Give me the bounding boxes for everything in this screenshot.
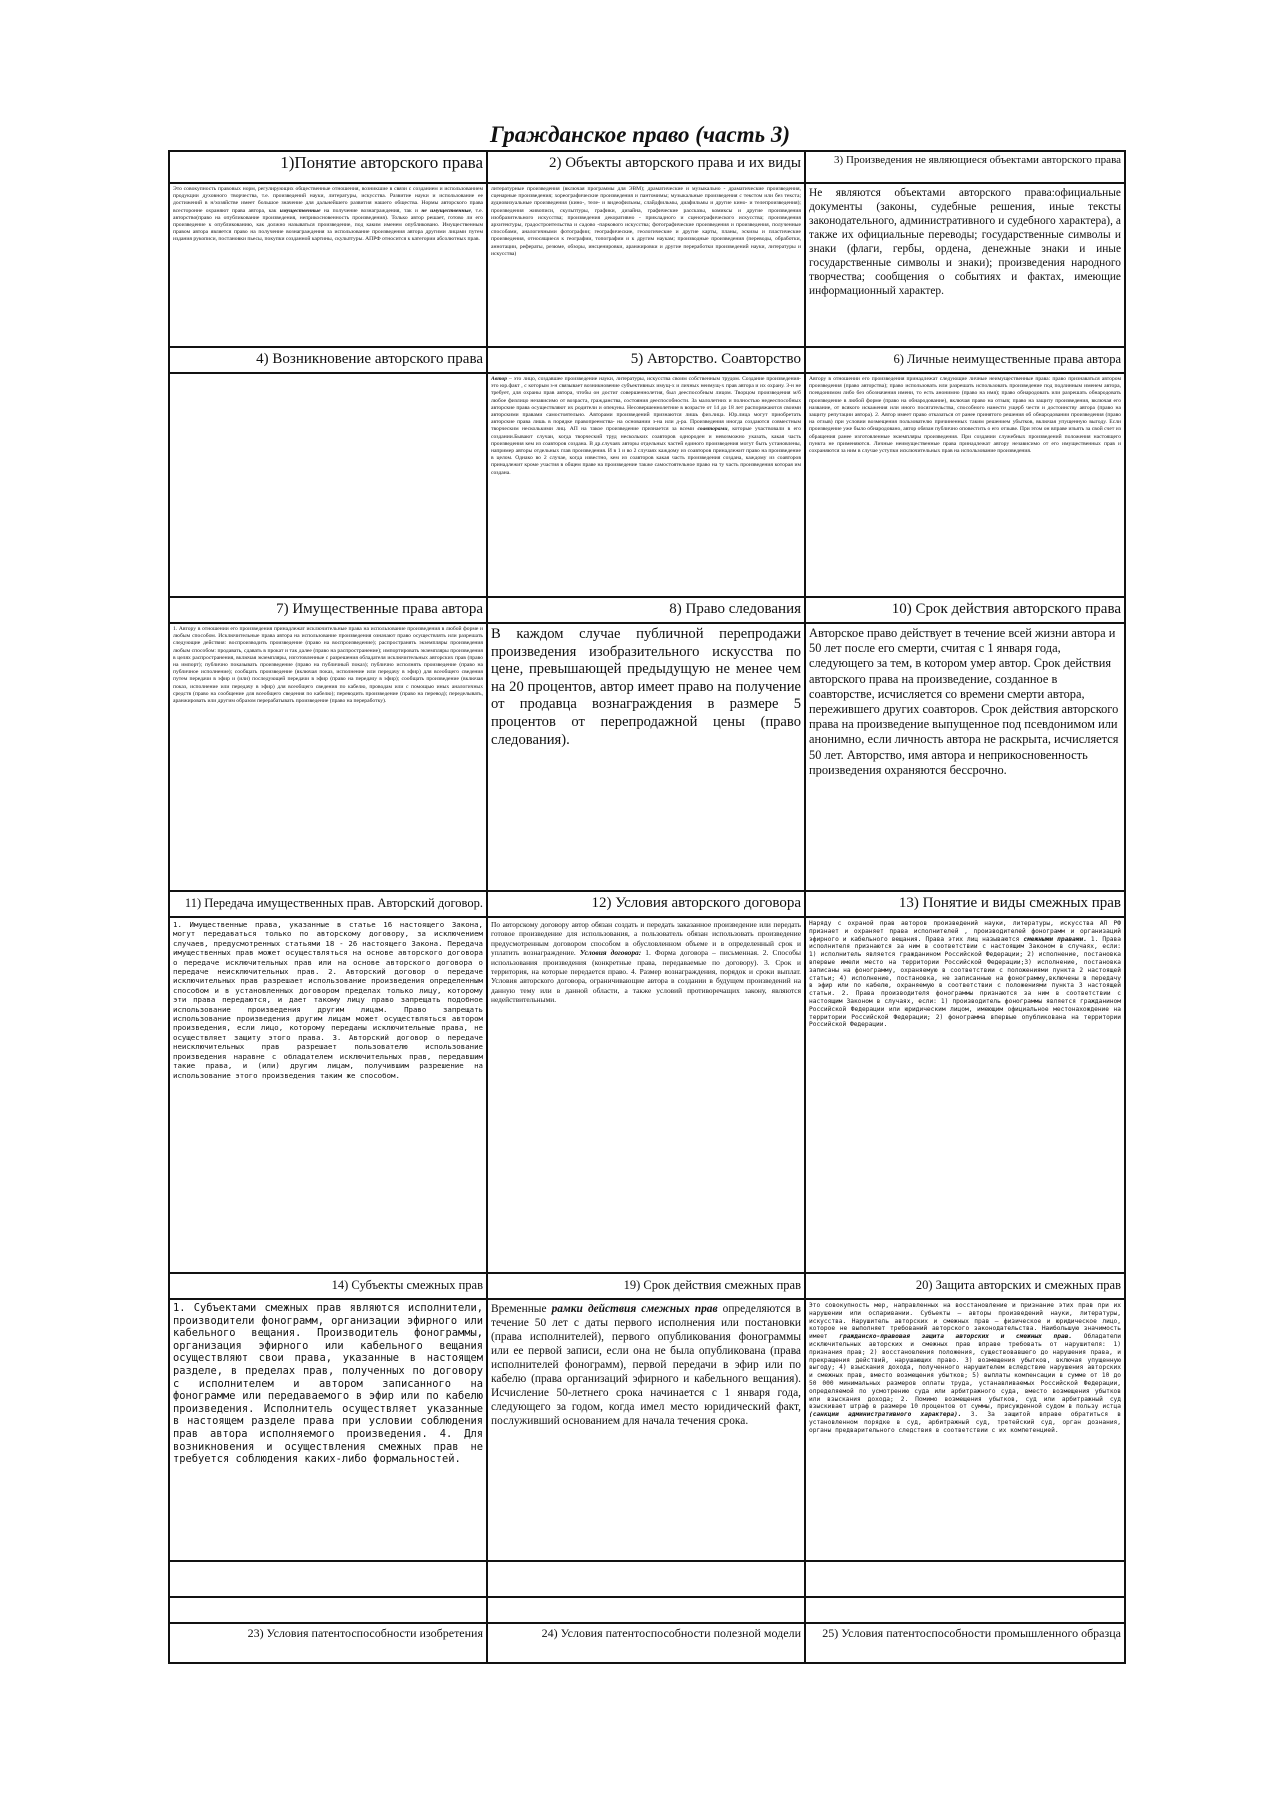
- cell-body-1: Это совокупность правовых норм, регулирующих общественные отношения, возникшие в связи с созданием и использованием продукции духовного творчества, т.е. произведений науки, литературы, искусства. Развитие науки и использование ее достижений в н/хозяйстве имеет большое значение для дальнейшего развития нашего общества. Нормы авторского права всесторонне охраняют права автора, как имущественные на получение вознаграждения, так и не имущественные, т.е. авторство(право на опубликование произведения, неприкосновенность произведения). Только автор решает, готово ли его произведение к опубликованию, как должно называться произведение, под каким именем опубликовано. Имущественным правом автора является право на получение вознаграждения за использование произведения автора другими лицами путем издания рукописи, постановки пьесы, покупки созданной картины, скульптуры. АПРФ относится к категории абсолютных прав.: [169, 183, 487, 347]
- cell-header-10: 10) Срок действия авторского права: [805, 597, 1125, 623]
- cell-header-5: 5) Авторство. Соавторство: [487, 347, 805, 373]
- cell-body-14: 1. Субъектами смежных прав являются исполнители, производители фонограмм, организации эфирного или кабельного вещания. Производитель фонограммы, организация эфирного или кабельного вещания осуществляют свои права, указанные в настоящем разделе, в пределах прав, полученных по договору с исполнителем и автором записанного на фонограмме или передаваемого в эфир или по кабелю произведения. Исполнитель осуществляет указанные в настоящем разделе права при условии соблюдения прав автора исполняемого произведения. 4. Для возникновения и осуществления смежных прав не требуется соблюдения каких-либо формальностей.: [169, 1299, 487, 1561]
- cell-body-13: Наряду с охраной прав авторов произведений науки, литературы, искусства АП РФ признает и охраняет права исполнителей , производителей фонограмм и организаций эфирного и кабельного вещания. Права этих лиц называются смежными правами. 1. Права исполнителя признаются за ним в соответствии с настоящим Законом в случаях, если: 1) исполнитель является гражданином Российской Федерации; 2) исполнение, постановка впервые имели место на территории Российской Федерации;3) исполнение, постановка записаны на фонограмму, охраняемую в соответствии с положениями пункта 2 настоящей статьи; 4) исполнение, постановка, не записанные на фонограмму,включены в передачу в эфир или по кабелю, охраняемую в соответствии с положениями пункта 3 настоящей статьи. 2. Права производителя фонограммы признаются за ним в соответствии с настоящим Законом в случаях, если: 1) производитель фонограммы является гражданином Российской Федерации или юридическим лицом, имеющим официальное местонахождение на территории Российской Федерации; 2) фонограмма впервые опубликована на территории Российской Федерации.: [805, 917, 1125, 1273]
- cell-header-24: 24) Условия патентоспособности полезной модели: [487, 1623, 805, 1663]
- cell-header-1: 1)Понятие авторского права: [169, 151, 487, 183]
- empty-cell: [169, 1597, 487, 1623]
- cell-body-8: В каждом случае публичной перепродажи произведения изобразительного искусства по цене, превышающей предыдущую не менее чем на 20 процентов, автор имеет право на получение от продавца вознаграждения в размере 5 процентов от перепродажной цены (право следования).: [487, 623, 805, 891]
- cell-body-19: Временные рамки действия смежных прав определяются в течение 50 лет с даты первого исполнения или постановки (права исполнителей), первого опубликования фонограммы или ее первой записи, если она не была опубликована (права исполнителей фонограмм), первой передачи в эфир или по кабелю (права организаций эфирного и кабельного вещания). Исчисление 50-летнего срока начинается с 1 января года, следующего за годом, когда имел место юридический факт, послуживший основанием для начала течения срока.: [487, 1299, 805, 1561]
- cell-header-2: 2) Объекты авторского права и их виды: [487, 151, 805, 183]
- cell-body-5: Автор – это лицо, создавшее произведение науки, литературы, искусства своим собственным трудом. Создание произведения-это юр.факт , с которым з-н связывает возникновение субъективных имущ-х и личных неимущ-х прав автора и их охрану. З-н не требует, для охраны прав автора, чтобы он достиг совершеннолетия, был дееспособным лицом. Творцом произведения м/б любое физлицо независимо от возраста, гражданства, состояния дееспособности. За малолетних и полностью недееспособных авторские права осуществляют их родители и опекуны. Несовершеннолетние в возрасте от 14 до 18 лет распоряжаются своими авторскими правами самостоятельно. Авторами произведений признаются лишь физ.лица. Юр.лица могут приобретать авторские права лишь в порядке правопреемства- на основании з-на или д-ра. Произведения иногда создаются совместным творческим несколькими лиц. АП на такое произведение признается за всеми соавторами, которые участвовали в его создании.Бывают случаи, когда творческий труд нескольких соавторов однороден и невозможно указать, какая часть произведения кем из соавторов создана. В др.случаях авторы отдельных частей единого произведения могут быть установлены, например авторы отдельных глав произведения. И в 1 и во 2 случаях каждому из соавторов принадлежит право на произведение в целом. Однако во 2 случае, когда известно, кем из соавторов какая часть произведения создана, каждому из соавторов принадлежит кроме участия в общем праве на произведение также самостоятельное право на ту часть произведения которая им создана.: [487, 373, 805, 597]
- cell-body-7: 1. Автору в отношении его произведения принадлежат исключительные права на использование произведения в любой форме и любым способом. Исключительные права автора на использование произведения означают право осуществлять или разрешать следующие действия: воспроизводить произведение (право на воспроизведение); распространять экземпляры произведения любым способом: продавать, сдавать в прокат и так далее (право на распространение); импортировать экземпляры произведения в целях распространения, включая экземпляры, изготовленные с разрешения обладателя исключительных авторских прав (право на импорт); публично показывать произведение (право на публичный показ); публично исполнять произведение (право на публичное исполнение); сообщать произведение (включая показ, исполнение или передачу в эфир) для всеобщего сведения путем передачи в эфир и (или) последующей передачи в эфир (право на передачу в эфир); сообщать произведение (включая показ, исполнение или передачу в эфир) для всеобщего сведения по кабелю, проводам или с помощью иных аналогичных средств (право на сообщение для всеобщего сведения по кабелю); переводить произведение (право на перевод); переделывать, аранжировать или другим образом перерабатывать произведение (право на переработку).: [169, 623, 487, 891]
- cell-header-20: 20) Защита авторских и смежных прав: [805, 1273, 1125, 1299]
- empty-cell: [169, 1561, 487, 1597]
- cell-header-25: 25) Условия патентоспособности промышленного образца: [805, 1623, 1125, 1663]
- cell-body-2: литературные произведения (включая программы для ЭВМ); драматические и музыкально - драматические произведения, сценарные произведения; хореографические произведения и пантомимы; музыкальные произведения с текстом или без текста; аудиовизуальные произведения (кино-, теле- и видеофильмы, слайдфильмы, диафильмы и другие кино- и телепроизведения); произведения живописи, скульптуры, графики, дизайна, графические рассказы, комиксы и другие произведения изобразительного искусства; произведения декоративно - прикладного и сценографического искусства; произведения архитектуры, градостроительства и садово -паркового искусства; фотографические произведения и произведения, полученные способами, аналогичными фотографии; географические, геологические и другие карты, планы, эскизы и пластические произведения, относящиеся к географии, топографии и к другим наукам; производные произведения (переводы, обработки, аннотации, рефераты, резюме, обзоры, инсценировки, аранжировки и другие переработки произведений науки, литературы и искусства): [487, 183, 805, 347]
- summary-table: [168, 150, 1126, 1664]
- cell-header-11: 11) Передача имущественных прав. Авторский договор.: [169, 891, 487, 917]
- cell-header-23: 23) Условия патентоспособности изобретения: [169, 1623, 487, 1663]
- cell-header-6: 6) Личные неимущественные права автора: [805, 347, 1125, 373]
- cell-header-3: 3) Произведения не являющиеся объектами авторского права: [805, 151, 1125, 183]
- cell-header-13: 13) Понятие и виды смежных прав: [805, 891, 1125, 917]
- cell-header-19: 19) Срок действия смежных прав: [487, 1273, 805, 1299]
- cell-body-3: Не являются объектами авторского права:официальные документы (законы, судебные решения, иные тексты законодательного, административного и судебного характера), а также их официальные переводы; государственные символы и знаки (флаги, гербы, ордена, денежные знаки и иные государственные символы и знаки); произведения народного творчества; сообщения о событиях и фактах, имеющие информационный характер.: [805, 183, 1125, 347]
- cell-body-10: Авторское право действует в течение всей жизни автора и 50 лет после его смерти, считая с 1 января года, следующего за тем, в котором умер автор. Срок действия авторского права на произведение, созданное в соавторстве, исчисляется со времени смерти автора, пережившего других соавторов. Срок действия авторского права на произведение выпущенное под псевдонимом или анонимно, если личность автора не раскрыта, исчисляется 50 лет. Авторство, имя автора и неприкосновенность произведения охраняются бессрочно.: [805, 623, 1125, 891]
- cell-body-20: Это совокупность мер, направленных на восстановление и признание этих прав при их нарушении или оспаривании. Субъекты – авторы произведений науки, литературы, искусства. Нарушитель авторских и смежных прав – физическое и юридическое лицо, которое не выполняет требований авторского законодательства. Наибольшую значимость имеет гражданско-правовая защита авторских и смежных прав. Обладатели исключительных авторских и смежных прав вправе требовать от нарушителя: 1) признания прав; 2) восстановления положения, существовавшего до нарушения права, и прекращения действий, нарушающих право. 3) возмещения убытков, включая упущенную выгоду; 4) взыскания дохода, полученного нарушителем вследствие нарушения авторских и смежных прав, вместо возмещения убытков; 5) выплаты компенсации в сумме от 10 до 50 000 минимальных размеров оплаты труда, устанавливаемых Российской Федерации, определяемой по усмотрению суда или арбитражного суда, вместо возмещения убытков или взыскания дохода; 2. Помимо возмещения убытков, суд или арбитражный суд взыскивает штраф в размере 10 процентов от суммы, присужденной судом в пользу истца (санкции административного характера). 3. За защитой вправе обратиться в установленном порядке в суд, арбитражный суд, третейский суд, орган дознания, органы предварительного следствия в соответствии с их компетенцией.: [805, 1299, 1125, 1561]
- empty-cell: [487, 1597, 805, 1623]
- empty-cell: [805, 1597, 1125, 1623]
- cell-header-4: 4) Возникновение авторского права: [169, 347, 487, 373]
- cell-header-7: 7) Имущественные права автора: [169, 597, 487, 623]
- cell-body-6: Автору в отношении его произведения принадлежат следующие личные неимущественные права: право признаваться автором произведения (право авторства); право использовать или разрешать использовать произведение под подлинным именем автора, псевдонимом либо без обозначения имени, то есть анонимно (право на имя); право обнародовать или разрешать обнародовать произведение в любой форме (право на обнародование), включая право на отзыв; право на защиту произведения, включая его название, от всякого искажения или иного посягательства, способного нанести ущерб чести и достоинству автора (право на защиту репутации автора). 2. Автор имеет право отказаться от ранее принятого решения об обнародовании произведения (право на отзыв) при условии возмещения пользователю причиненных таким решением убытков, включая упущенную выгоду. Если произведение уже было обнародовано, автор обязан публично оповестить о его отзыве. При этом он вправе изъять за свой счет из обращения ранее изготовленные экземпляры произведения. При создании служебных произведений положения настоящего пункта не применяются. Личные неимущественные права принадлежат автору независимо от его имущественных прав и сохраняются за ним в случае уступки исключительных прав на использование произведения.: [805, 373, 1125, 597]
- cell-body-11: 1. Имущественные права, указанные в статье 16 настоящего Закона, могут передаваться только по авторскому договору, за исключением случаев, предусмотренных статьями 18 - 26 настоящего Закона. Передача имущественных прав может осуществляться на основе авторского договора о передаче исключительных прав или на основе авторского договора о передаче неисключительных прав. 2. Авторский договор о передаче исключительных прав разрешает использование произведения определенным способом и в установленных договором пределах только лицу, которому эти права передаются, и дает такому лицу право запрещать подобное использование произведения другим лицам. Право запрещать использование произведения другим лицам может осуществляться автором произведения, если лицо, которому переданы исключительные права, не осуществляет защиту этого права. 3. Авторский договор о передаче неисключительных прав разрешает пользователю использование произведения наравне с обладателем исключительных прав, передавшим такие права, и (или) другим лицам, получившим разрешение на использование этого произведения таким же способом.: [169, 917, 487, 1273]
- cell-header-8: 8) Право следования: [487, 597, 805, 623]
- empty-cell: [487, 1561, 805, 1597]
- page-title: Гражданское право (часть 3): [489, 122, 791, 147]
- empty-cell: [805, 1561, 1125, 1597]
- cell-header-12: 12) Условия авторского договора: [487, 891, 805, 917]
- cell-body-12: По авторскому договору автор обязан создать и передать заказанное произведение или передать готовое произведение для использования, а пользователь обязан использовать произведение предусмотренным договором способом в обусловленном объеме и в определенный срок и уплатить вознаграждение. Условия договора: 1. Форма договора – письменная. 2. Способы использования произведения (конкретные права, передаваемые по договору). 3. Срок и территория, на которые передается право. 4. Размер вознаграждения, порядок и сроки выплат. Условия авторского договора, ограничивающие автора в создании в будущем произведений на данную тему или в данной области, а также условий противоречащих закону, являются недействительными.: [487, 917, 805, 1273]
- cell-header-14: 14) Субъекты смежных прав: [169, 1273, 487, 1299]
- cell-body-4: [169, 373, 487, 597]
